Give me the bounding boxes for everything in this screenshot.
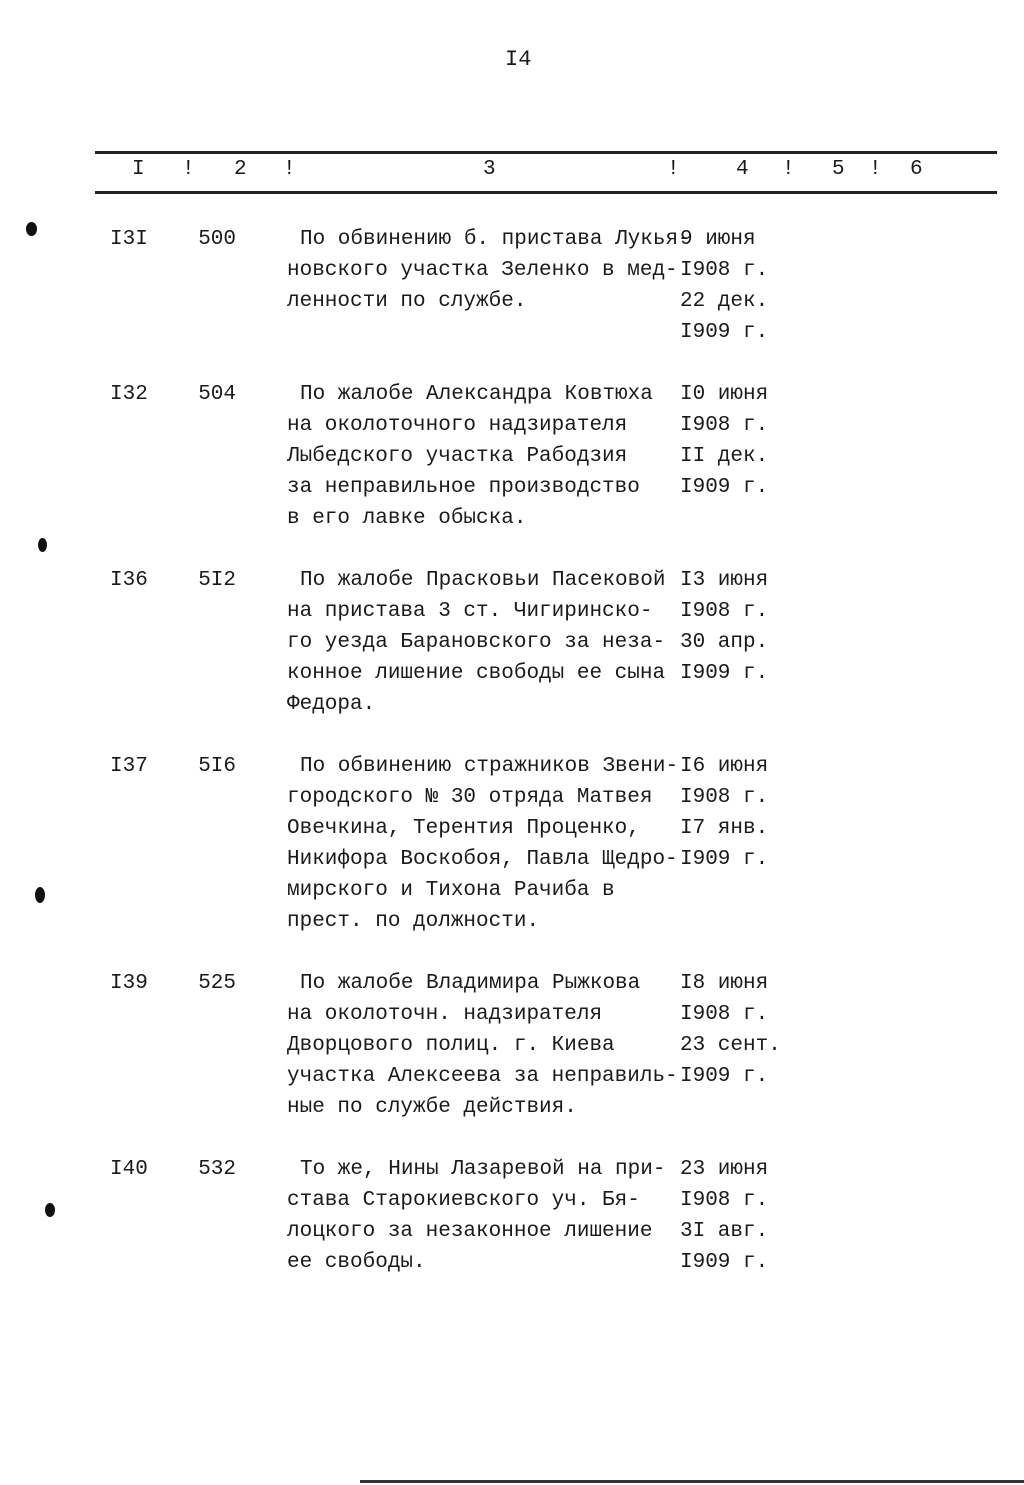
- description-line: конное лишение свободы ее сына: [287, 662, 666, 685]
- dates-cell: [680, 968, 781, 1092]
- table-row: [0, 751, 1024, 937]
- description-cell: [287, 379, 653, 534]
- header-separator: !: [283, 158, 296, 181]
- date-line: I0 июня: [680, 383, 769, 406]
- date-line: I909 г.: [680, 662, 769, 685]
- header-col-2: 2: [234, 158, 247, 181]
- record-number: I40: [110, 1158, 148, 1181]
- date-line: 3I авг.: [680, 1220, 769, 1243]
- date-line: I908 г.: [680, 1189, 769, 1212]
- footer-rule: [360, 1480, 1024, 1483]
- description-line: участка Алексеева за неправиль-: [287, 1065, 678, 1088]
- date-line: 23 июня: [680, 1158, 769, 1181]
- date-line: I909 г.: [680, 321, 769, 344]
- record-number: I3I: [110, 228, 148, 251]
- table-row: [0, 968, 1024, 1123]
- page-number: I4: [505, 47, 532, 72]
- table-row: [0, 379, 1024, 534]
- description-line: То же, Нины Лазаревой на при-: [300, 1158, 666, 1181]
- date-line: I6 июня: [680, 755, 769, 778]
- date-line: I908 г.: [680, 600, 769, 623]
- dates-cell: [680, 379, 768, 503]
- binder-hole-mark: [45, 1203, 55, 1217]
- file-number: 5I2: [198, 569, 236, 592]
- description-cell: [287, 968, 678, 1123]
- record-number: I37: [110, 755, 148, 778]
- date-line: I909 г.: [680, 476, 769, 499]
- header-col-6: 6: [910, 158, 923, 181]
- description-line: По жалобе Владимира Рыжкова: [300, 972, 641, 995]
- description-line: Дворцового полиц. г. Киева: [287, 1034, 615, 1057]
- dates-cell: [680, 1154, 768, 1278]
- file-number: 504: [198, 383, 236, 406]
- table-row: [0, 1154, 1024, 1278]
- header-top-rule: [95, 151, 997, 154]
- date-line: I8 июня: [680, 972, 769, 995]
- record-number: I39: [110, 972, 148, 995]
- description-cell: [287, 751, 678, 937]
- date-line: I908 г.: [680, 414, 769, 437]
- date-line: I3 июня: [680, 569, 769, 592]
- description-line: По обвинению б. пристава Лукья-: [300, 228, 691, 251]
- description-cell: [287, 224, 691, 317]
- date-line: I909 г.: [680, 1251, 769, 1274]
- description-line: на околоточн. надзирателя: [287, 1003, 603, 1026]
- description-line: в его лавке обыска.: [287, 507, 527, 530]
- date-line: 9 июня: [680, 228, 756, 251]
- description-line: става Старокиевского уч. Бя-: [287, 1189, 640, 1212]
- description-line: Никифора Воскобоя, Павла Щедро-: [287, 848, 678, 871]
- dates-cell: [680, 224, 768, 348]
- description-line: мирского и Тихона Рачиба в: [287, 879, 615, 902]
- dates-cell: [680, 751, 768, 875]
- description-cell: [287, 565, 665, 720]
- table-body: [0, 224, 1024, 1309]
- date-line: I908 г.: [680, 259, 769, 282]
- header-separator: !: [869, 158, 882, 181]
- file-number: 525: [198, 972, 236, 995]
- table-row: [0, 224, 1024, 348]
- record-number: I32: [110, 383, 148, 406]
- date-line: I908 г.: [680, 786, 769, 809]
- description-line: на околоточного надзирателя: [287, 414, 628, 437]
- description-line: за неправильное производство: [287, 476, 640, 499]
- description-cell: [287, 1154, 665, 1278]
- description-line: прест. по должности.: [287, 910, 540, 933]
- description-line: По жалобе Александра Ковтюха: [300, 383, 653, 406]
- description-line: По обвинению стражников Звени-: [300, 755, 679, 778]
- date-line: II дек.: [680, 445, 769, 468]
- binder-hole-mark: [26, 222, 37, 236]
- description-line: По жалобе Прасковьи Пасековой: [300, 569, 666, 592]
- header-col-4: 4: [736, 158, 749, 181]
- date-line: 30 апр.: [680, 631, 769, 654]
- file-number: 532: [198, 1158, 236, 1181]
- description-line: го уезда Барановского за неза-: [287, 631, 666, 654]
- header-col-3: 3: [483, 158, 496, 181]
- description-line: новского участка Зеленко в мед-: [287, 259, 678, 282]
- dates-cell: [680, 565, 768, 689]
- binder-hole-mark: [35, 887, 45, 903]
- date-line: I7 янв.: [680, 817, 769, 840]
- date-line: I909 г.: [680, 848, 769, 871]
- date-line: 23 сент.: [680, 1034, 781, 1057]
- description-line: городского № 30 отряда Матвея: [287, 786, 653, 809]
- description-line: ленности по службе.: [287, 290, 527, 313]
- description-line: ные по службе действия.: [287, 1096, 577, 1119]
- date-line: I908 г.: [680, 1003, 769, 1026]
- header-bottom-rule: [95, 191, 997, 194]
- description-line: лоцкого за незаконное лишение: [287, 1220, 653, 1243]
- file-number: 500: [198, 228, 236, 251]
- record-number: I36: [110, 569, 148, 592]
- description-line: Федора.: [287, 693, 376, 716]
- header-separator: !: [182, 158, 195, 181]
- binder-hole-mark: [38, 538, 47, 552]
- table-row: [0, 565, 1024, 720]
- description-line: Лыбедского участка Рабодзия: [287, 445, 628, 468]
- header-separator: !: [782, 158, 795, 181]
- date-line: I909 г.: [680, 1065, 769, 1088]
- header-col-5: 5: [832, 158, 845, 181]
- description-line: Овечкина, Терентия Проценко,: [287, 817, 640, 840]
- date-line: 22 дек.: [680, 290, 769, 313]
- header-separator: !: [667, 158, 680, 181]
- header-col-1: I: [132, 158, 145, 181]
- description-line: на пристава 3 ст. Чигиринско-: [287, 600, 653, 623]
- file-number: 5I6: [198, 755, 236, 778]
- description-line: ее свободы.: [287, 1251, 426, 1274]
